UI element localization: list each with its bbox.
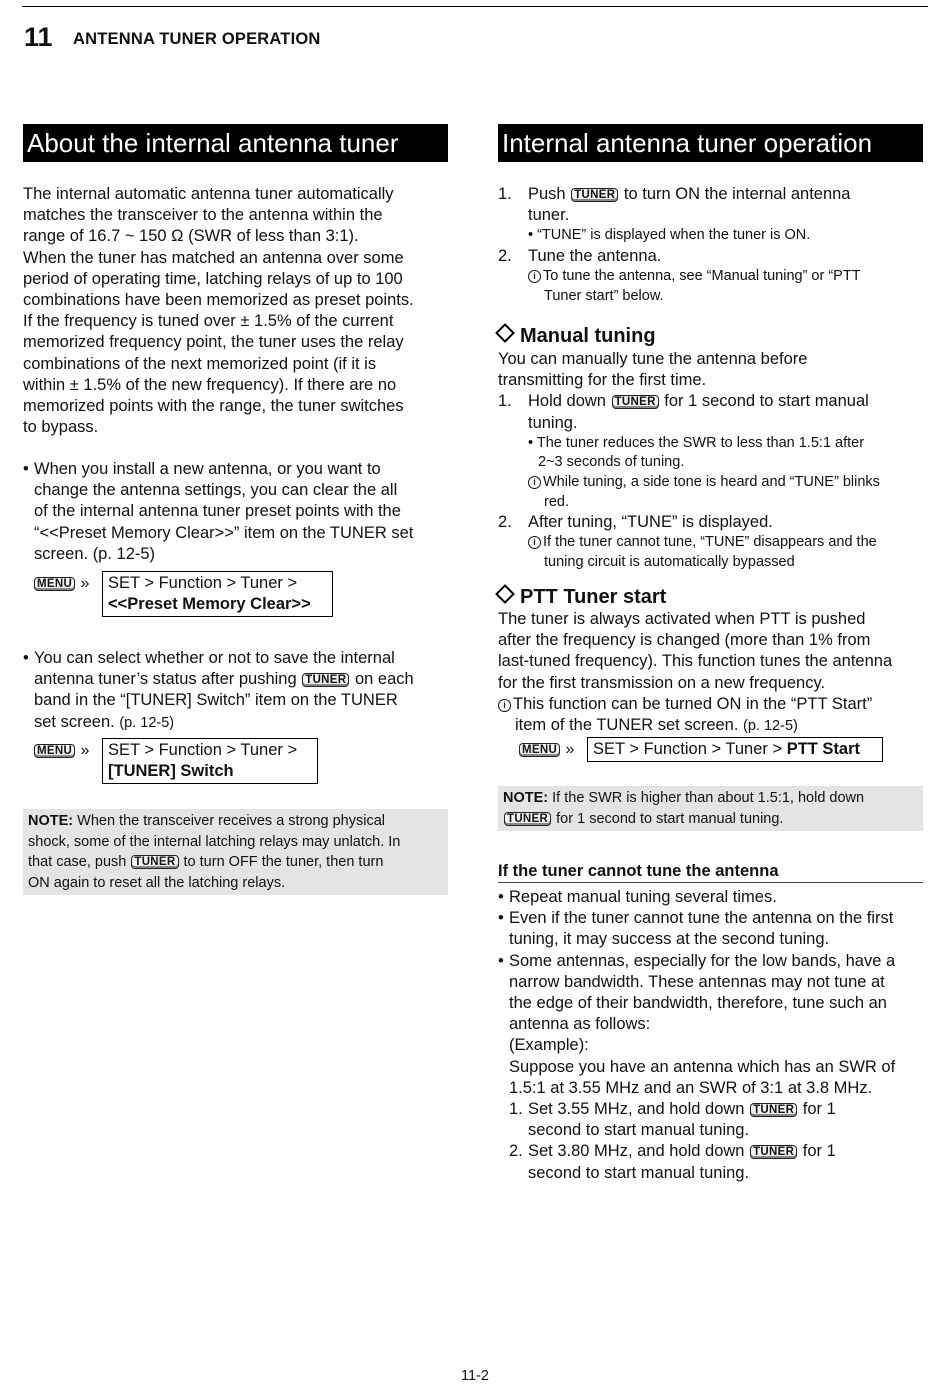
- manual-tuning-body: You can manually tune the antenna before transmitting for the first time. 1. Hold down TUNER for 1 second to start manual tuning. • The tuner reduces the SWR to less than 1.5:1 after 2~3 seconds of tuning. i While tuning, a side tone is heard and “TUNE” blinks red. 2. After tuning, “TUNE” is displayed. i If the tuner cannot tune, “TUNE” disappears and the tuning circuit is automatically bypassed: [498, 350, 880, 570]
- diamond-icon: [495, 584, 515, 604]
- chapter-number: 11: [24, 22, 53, 52]
- subheading-ptt-tuner-start: PTT Tuner start: [494, 585, 666, 609]
- tuner-key-icon: TUNER: [504, 812, 551, 826]
- chapter-title: ANTENNA TUNER OPERATION: [73, 30, 321, 48]
- menu-path-tuner-switch: SET > Function > Tuner > [TUNER] Switch: [102, 738, 318, 784]
- header-rule: [22, 6, 928, 7]
- steps-turn-on: 1. Push TUNER to turn ON the internal antenna tuner. • “TUNE” is displayed when the tuner is ON. 2. Tune the antenna. i To tune the antenna, see “Manual tuning” or “PTT Tuner start” below.: [498, 185, 861, 304]
- info-icon: i: [528, 536, 541, 549]
- menu-key-icon: MENU: [34, 744, 75, 758]
- tuner-key-icon: TUNER: [571, 188, 618, 202]
- list-item: • Even if the tuner cannot tune the antenna on the first tuning, it may success at the second tuning.: [498, 909, 894, 949]
- info-icon: i: [528, 476, 541, 489]
- tuner-key-icon: TUNER: [131, 855, 178, 869]
- diamond-icon: [495, 323, 515, 343]
- section-title-operation: Internal antenna tuner operation: [498, 124, 923, 162]
- subheading-rule: [498, 882, 923, 883]
- list-item: • You can select whether or not to save the internal antenna tuner’s status after pushing TUNER on each band in the “[TUNER] Switch” item on the TUNER set screen. (p. 12-5): [23, 649, 414, 731]
- menu-key-3: MENU »: [518, 741, 574, 759]
- subheading-manual-tuning: Manual tuning: [494, 324, 656, 348]
- menu-key-icon: MENU: [34, 577, 75, 591]
- subheading-cannot-tune: If the tuner cannot tune the antenna: [498, 862, 779, 880]
- menu-path-ptt-start: SET > Function > Tuner > PTT Start: [587, 737, 883, 762]
- ptt-body: The tuner is always activated when PTT is pushed after the frequency is changed (more than 1% from last-tuned frequency). This function tunes the antenna for the first transmission on a new frequency. i This function can be turned ON in the “PTT Start” item of the TUNER set screen. (p. 12-5): [498, 610, 893, 735]
- list-item: • When you install a new antenna, or you want to change the antenna settings, you can clear the all of the internal antenna tuner preset points with the “<<Preset Memory Clear>>” item on the TUNER set screen. (p. 12-5): [23, 460, 414, 563]
- tuner-key-icon: TUNER: [750, 1145, 797, 1159]
- menu-key-2: MENU »: [33, 742, 89, 760]
- tuner-key-icon: TUNER: [302, 673, 349, 687]
- menu-path-preset-clear: SET > Function > Tuner > <<Preset Memory Clear>>: [102, 571, 333, 617]
- tuner-key-icon: TUNER: [612, 395, 659, 409]
- list-item: • Some antennas, especially for the low bands, have a narrow bandwidth. These antennas may not tune at the edge of their bandwidth, therefore, tune such an antenna as follows: (Example): Suppose you have an antenna which has an SWR of 1.5:1 at 3.55 MHz and an SWR of 3:1 at 3.8 MHz. 1. Set 3.55 MHz, and hold down TUNER for 1 second to start manual tuning. 2. Set 3.80 MHz, and hold down TUNER for 1 second to start manual tuning.: [498, 951, 896, 1182]
- page-number: 11-2: [461, 1368, 489, 1384]
- tuner-key-icon: TUNER: [750, 1103, 797, 1117]
- menu-key-1: MENU »: [33, 575, 89, 593]
- note-swr-high: NOTE: If the SWR is higher than about 1.5:1, hold down TUNER for 1 second to start manual tuning.: [498, 786, 923, 831]
- cannot-tune-list: [498, 887, 928, 1184]
- note-latching-relays: NOTE: When the transceiver receives a strong physical shock, some of the internal latching relays may unlatch. In that case, push TUNER to turn OFF the tuner, then turn ON again to reset all the latching relays.: [23, 809, 448, 895]
- info-icon: i: [528, 270, 541, 283]
- list-item: • Repeat manual tuning several times.: [498, 888, 777, 906]
- menu-key-icon: MENU: [519, 743, 560, 757]
- intro-paragraph: The internal automatic antenna tuner automatically matches the transceiver to the antenna within the range of 16.7 ~ 150 Ω (SWR of less than 3:1). When the tuner has matched an antenna over some period of operating time, latching relays of up to 100 combinations have been memorized as preset points. If the frequency is tuned over ± 1.5% of the current memorized frequency point, the tuner uses the relay combinations of the next memorized point (if it is within ± 1.5% of the new frequency). If there are no memorized points with the range, the tuner switches to bypass.: [23, 185, 414, 437]
- info-icon: i: [498, 699, 511, 712]
- section-title-about: About the internal antenna tuner: [23, 124, 448, 162]
